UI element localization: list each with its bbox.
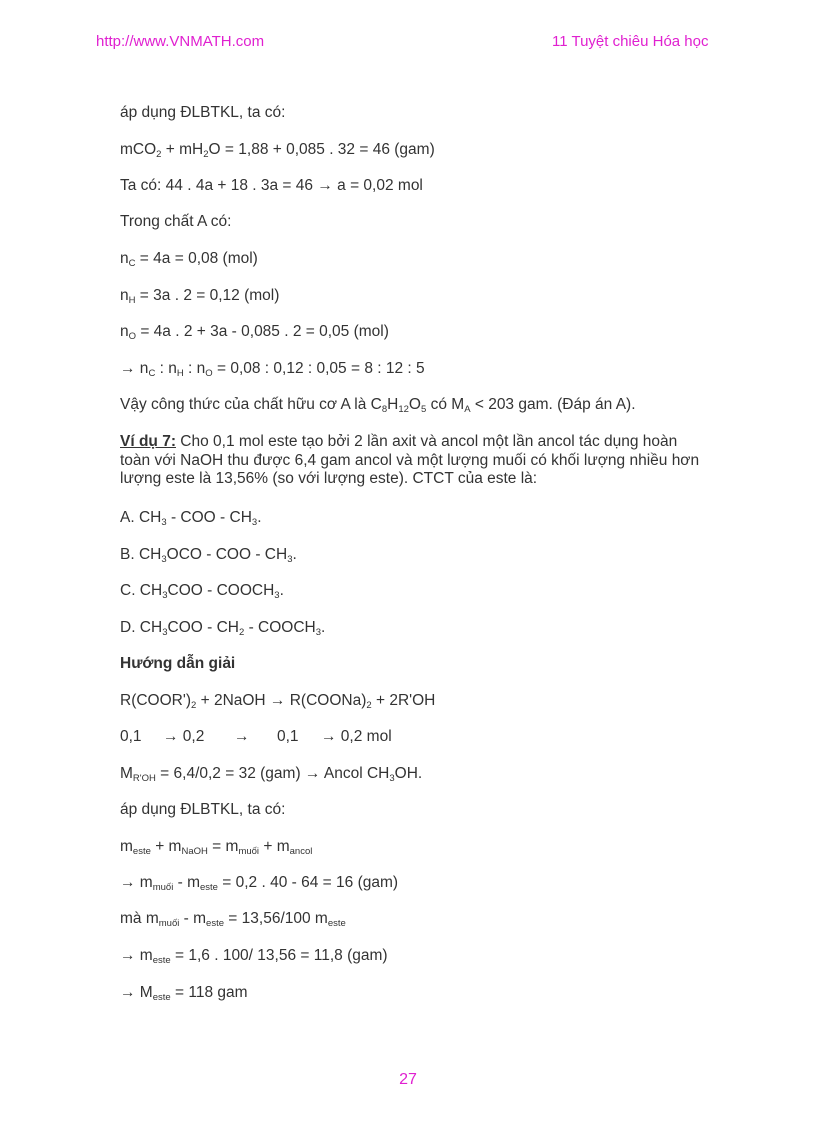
header-link[interactable]: http://www.VNMATH.com bbox=[96, 33, 265, 50]
equation-line: → $M_{este} = 118$ gam bbox=[120, 984, 248, 1003]
option-c: C. $CH_3COO$ - $COOCH_3$. bbox=[120, 582, 284, 601]
conclusion-line: Vậy công thức của chất hữu cơ A là $C_8H_{12}O_5$ có $M_A < 203$ gam. (Đáp án A). bbox=[120, 396, 636, 415]
equation-line: mà $m_{muối} - m_{este} = 13,56/100$ $m_{este}$ bbox=[120, 910, 346, 929]
text-line: áp dụng ĐLBTKL, ta có: bbox=[120, 104, 286, 121]
option-a: A. $CH_3$ - COO - $CH_3$. bbox=[120, 509, 262, 528]
equation-line: → $m_{muối} - m_{este} = 0,2$ . 40 - 64 = 16 (gam) bbox=[120, 874, 399, 893]
option-d: D. $CH_3COO - CH_2$ - $COOCH_3$. bbox=[120, 619, 326, 638]
example-label: Ví dụ 7: bbox=[120, 433, 176, 450]
equation-line: $n_O = 4a$ . 2 + 3a - 0,085 . 2 = 0,05 (mol) bbox=[120, 323, 389, 342]
header-title: 11 Tuyệt chiêu Hóa học bbox=[552, 33, 709, 50]
equation-line: → $n_C$ : $n_H$ : $n_O = 0,08$ : 0,12 : 0,05 = 8 : 12 : 5 bbox=[120, 360, 425, 379]
equation-line: $M_{R'OH} = 6,4/0,2 = 32$ (gam) → Ancol $CH_3OH$. bbox=[120, 765, 423, 784]
page-number: 27 bbox=[399, 1071, 417, 1088]
equation-line: → $m_{este} = 1,6$ . 100/ 13,56 = 11,8 (gam) bbox=[120, 947, 388, 966]
example-paragraph bbox=[120, 433, 705, 489]
solution-title: Hướng dẫn giải bbox=[120, 655, 236, 672]
text-line: áp dụng ĐLBTKL, ta có: bbox=[120, 801, 286, 818]
example-text: Cho 0,1 mol este tạo bởi 2 lần axit và ancol một lần ancol tác dụng hoàn toàn với NaOH thu được 6,4 gam ancol và một lượng muối có khối lượng nhiều hơn lượng este là 13,56% (so với lượng este). CTCT của este là: bbox=[120, 433, 700, 487]
equation-line: $mCO_2 + mH_2O = 1,88 + 0,085$ . 32 = 46 (gam) bbox=[120, 141, 435, 160]
option-b: B. $CH_3OCO$ - COO - $CH_3$. bbox=[120, 546, 297, 565]
text-line: Trong chất A có: bbox=[120, 213, 232, 230]
reaction-line: $R(COOR')_2$ + 2NaOH → $R(COONa)_2 + 2R'OH$ bbox=[120, 692, 436, 711]
equation-line: $n_C = 4a = 0,08$ (mol) bbox=[120, 250, 258, 269]
equation-line: $n_H = 3a$ . 2 = 0,12 (mol) bbox=[120, 287, 280, 306]
equation-line: $m_{este} + m_{NaOH} = m_{muối} + m_{ancol}$ bbox=[120, 838, 313, 857]
equation-line: Ta có: 44 . 4a + 18 . 3a = 46 → a = 0,02 mol bbox=[120, 177, 423, 194]
